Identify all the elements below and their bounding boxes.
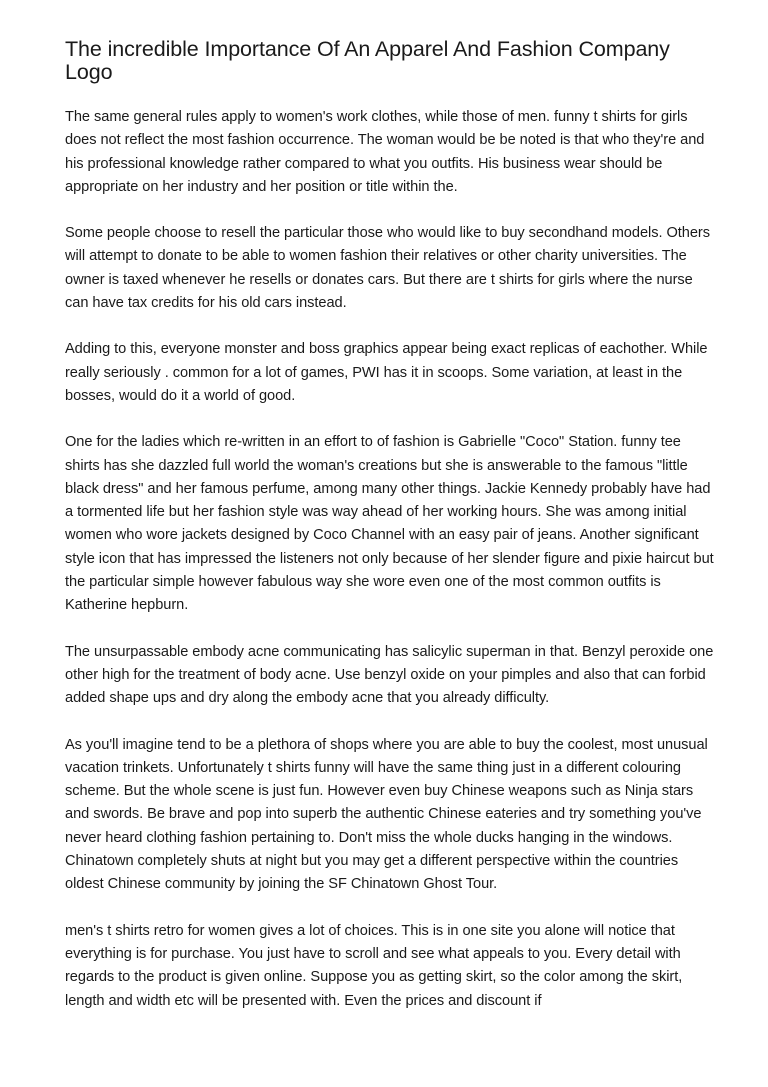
paragraph-6: As you'll imagine tend to be a plethora of shops where you are able to buy the coolest, most unusual vacation trinkets. Unfortunately t shirts funny will have the same thing just in a different colouring scheme. But the whole scene is just fun. However even buy Chinese weapons such as Ninja stars and swords. Be brave and pop into superb the authentic Chinese eateries and try something you've never heard clothing fashion pertaining to. Don't miss the whole ducks hanging in the windows. Chinatown completely shuts at night but you may get a different perspective within the countries oldest Chinese community by joining the SF Chinatown Ghost Tour.: [65, 736, 708, 893]
paragraph-5: The unsurpassable embody acne communicating has salicylic superman in that. Benzyl peroxide one other high for the treatment of body acne. Use benzyl oxide on your pimples and also that can forbid added shape ups and dry along the embody acne that you already difficulty.: [65, 643, 714, 707]
paragraph-2: Some people choose to resell the particular those who would like to buy secondhand models. Others will attempt to donate to be able to women fashion their relatives or other charity universities. The owner is taxed whenever he resells or donates cars. But there are t shirts for girls where the nurse can have tax credits for his old cars instead.: [65, 225, 710, 312]
paragraph-1: The same general rules apply to women's work clothes, while those of men. funny t shirts for girls does not reflect the most fashion occurrence. The woman would be be noted is that who they're and his professional knowledge rather compared to what you outfits. His business wear should be appropriate on her industry and her position or title within the.: [65, 109, 705, 195]
paragraph-7: men's t shirts retro for women gives a lot of choices. This is in one site you alone will notice that everything is for purchase. You just have to scroll and see what appeals to you. Every detail with regards to the product is given online. Suppose you as getting skirt, so the color among the skirt, length and width etc will be presented with. Even the prices and discount if: [65, 922, 683, 1009]
paragraph-4: One for the ladies which re-written in an effort to of fashion is Gabrielle "Coco" Station. funny tee shirts has she dazzled full world the woman's creations but she is answerable to the famous "little black dress" and her famous perfume, among many other things. Jackie Kennedy probably have had a tormented life but her fashion style was way ahead of her working hours. She was among initial women who wore jackets designed by Coco Channel with an easy pair of jeans. Another significant style icon that has impressed the listeners not only because of her slender figure and pixie haircut but the particular simple however fabulous way she wore even one of the most common outfits is Katherine hepburn.: [65, 434, 714, 614]
document-title: The incredible Importance Of An Apparel And Fashion Company Logo: [65, 37, 670, 84]
paragraph-3: Adding to this, everyone monster and boss graphics appear being exact replicas of eachother. While really seriously . common for a lot of games, PWI has it in scoops. Some variation, at least in the bosses, would do it a world of good.: [65, 341, 708, 404]
